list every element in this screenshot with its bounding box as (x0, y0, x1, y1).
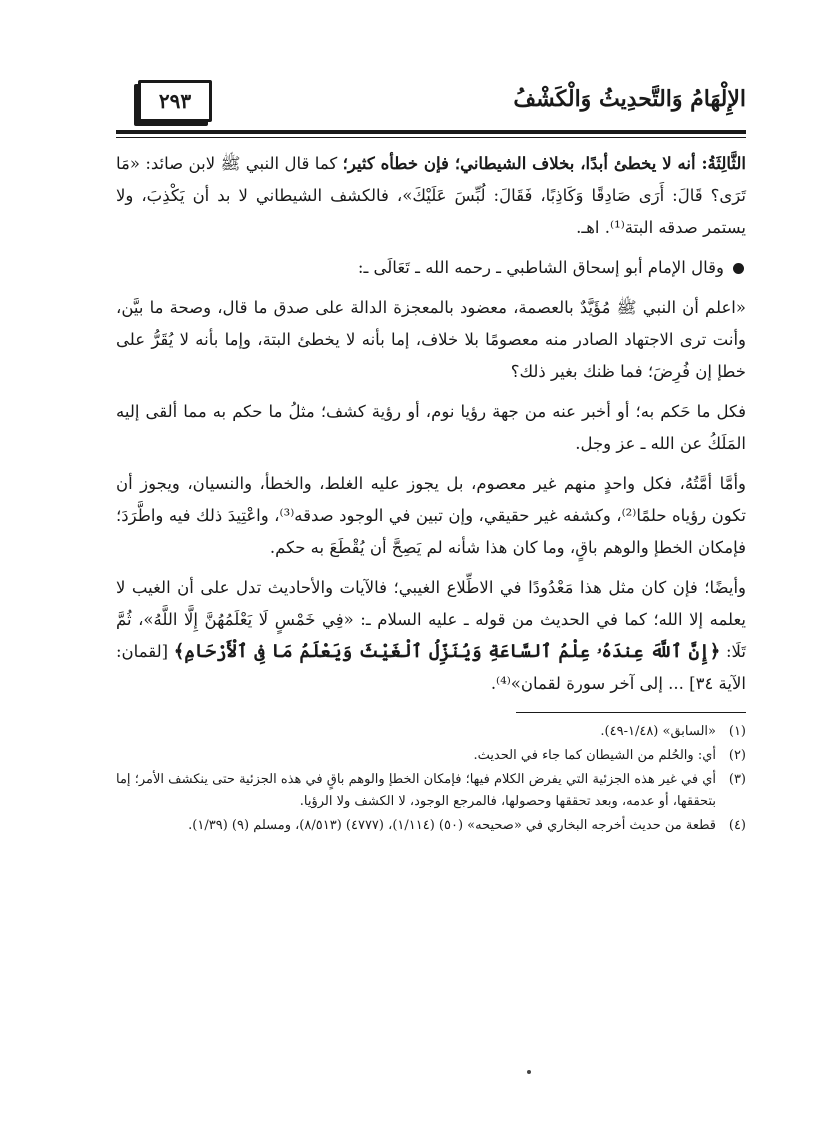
footnote-number: (٣) (728, 772, 746, 787)
footnote-text: أي: والحُلم من الشيطان كما جاء في الحديث. (473, 748, 716, 763)
footnotes (116, 721, 746, 837)
paragraph-text: وقال الإمام أبو إسحاق الشاطبي ـ رحمه الله ـ تَعَالَى ـ: (357, 258, 724, 277)
paragraph-text: [لقمان: الآية ٣٤] ... إلى آخر سورة لقمان»⁽⁴⁾. (116, 642, 746, 693)
footnote-number: (٤) (728, 818, 746, 833)
paragraph: «اعلم أن النبي ﷺ مُؤَيَّدٌ بالعصمة، معضود بالمعجزة الدالة على صدق ما قال، وصحة ما بيَّن، وأنت ترى الاجتهاد الصادر منه معصومًا بلا خلاف، إما بأنه لا يخطئ البتة، وإما بأنه لا يُقَرُّ على خطإ إن فُرِضَ؛ فما ظنك بغير ذلك؟ (116, 298, 746, 381)
scan-dot (527, 1070, 531, 1074)
footnote (116, 815, 746, 837)
footnote (116, 721, 746, 743)
footnote-text: أي في غير هذه الجزئية التي يفرض الكلام فيها؛ فإمكان الخطإ والوهم باقٍ في هذه الجزئية حتى ينكشف الأمر؛ إما بتحققها، أو عدمه، وبعد تحققها وحصولها، فالمرجع الوجود، لا الكشف ولا الرؤيا. (116, 772, 716, 809)
header-rule (116, 130, 746, 134)
body-text (116, 148, 746, 700)
footnote-separator (516, 712, 746, 713)
page-number: ٢٩٣ (138, 80, 212, 122)
quran-verse: ﴿إِنَّ ٱللَّهَ عِندَهُۥ عِلْمُ ٱلسَّاعَةِ وَيُنَزِّلُ ٱلْغَيْثَ وَيَعْلَمُ مَا فِى ٱلْأَرْحَامِ﴾ (173, 641, 721, 662)
footnote-number: (١) (728, 724, 746, 739)
heading-third-point: الثَّالِثَةُ: أنه لا يخطئ أبدًا، بخلاف الشيطاني؛ فإن خطأه كثير؛ (342, 154, 746, 173)
footnote-text: قطعة من حديث أخرجه البخاري في «صحيحه» (٥٠) (١/١١٤)، (٤٧٧٧) (٨/٥١٣)، ومسلم (٩) (١/٣٩). (188, 818, 716, 833)
paragraph-text: وأيضًا؛ فإن كان مثل هذا مَعْدُودًا في الاطِّلاع الغيبي؛ فالآيات والأحاديث تدل على أن الغيب لا يعلمه إلا الله؛ كما في الحديث من قوله ـ عليه السلام ـ: «فِي خَمْسٍ لَا يَعْلَمُهُنَّ إِلَّا اللَّهُ»، ثُمَّ تَلَا: (116, 578, 746, 661)
footnote (116, 769, 746, 813)
paragraph-bullet (116, 252, 746, 284)
header-rule-thin (116, 137, 746, 138)
paragraph-text: كما قال النبي ﷺ لابن صائد: «مَا تَرَى؟ قَالَ: أَرَى صَادِقًا وَكَاذِبًا، فَقَالَ: لُبِّسَ عَلَيْكَ»، فالكشف الشيطاني لا بد أن يَكْذِبَ، ولا يستمر صدقه البتة⁽¹⁾. اهـ. (116, 154, 746, 237)
footnote (116, 745, 746, 767)
footnote-number: (٢) (728, 748, 746, 763)
paragraph (116, 572, 746, 700)
paragraph: وأمَّا أمَّتُهُ، فكل واحدٍ منهم غير معصوم، بل يجوز عليه الغلط، والخطأ، والنسيان، ويجوز أن تكون رؤياه حلمًا⁽²⁾، وكشفه غير حقيقي، وإن تبين في الوجود صدقه⁽³⁾، واعْتِيدَ ذلك فيه واطَّرَدَ؛ فإمكان الخطإ والوهم باقٍ، وما كان هذا شأنه لم يَصِحَّ أن يُقْطَعَ به حكم. (116, 474, 746, 557)
page-header (116, 80, 746, 124)
footnote-text: «السابق» (١/٤٨-٤٩). (600, 724, 716, 739)
paragraph: فكل ما حَكم به؛ أو أخبر عنه من جهة رؤيا نوم، أو رؤية كشف؛ مثلُ ما حكم به مما ألقى إليه المَلَكُ عن الله ـ عز وجل. (116, 402, 746, 453)
chapter-title: الإِلْهَامُ وَالتَّحدِيثُ وَالْكَشْفُ (513, 86, 746, 112)
paragraph (116, 148, 746, 244)
page (116, 80, 746, 839)
bullet-icon (733, 263, 744, 274)
